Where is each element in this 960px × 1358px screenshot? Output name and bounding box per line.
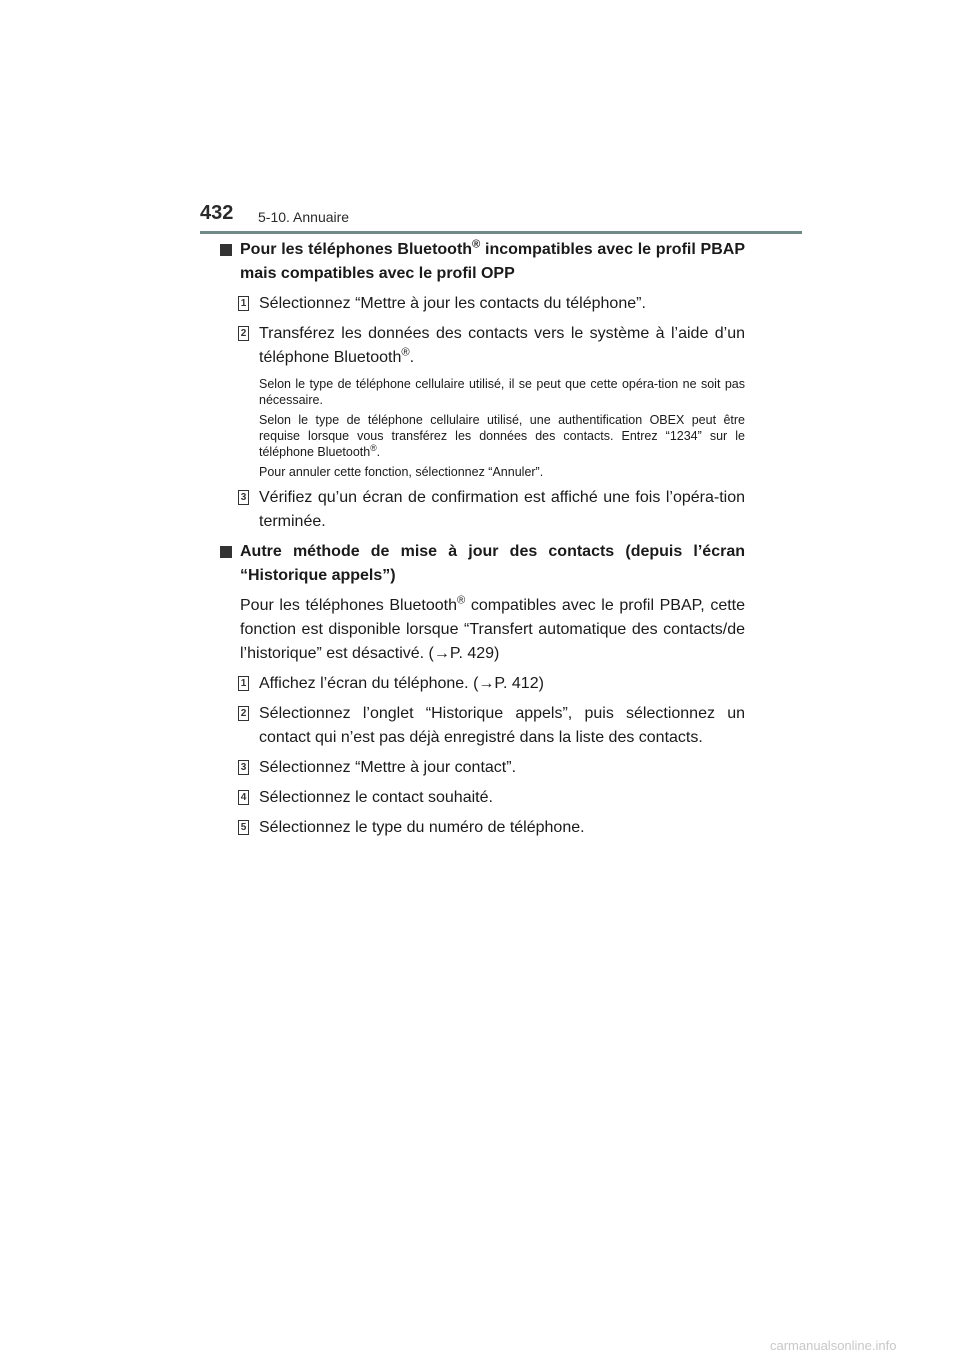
page-number: 432 — [200, 202, 234, 224]
step-text: Transférez les données des contacts vers le système à l’aide d’un téléphone Bluetooth — [259, 325, 745, 366]
step-text: Sélectionnez “Mettre à jour contact”. — [259, 759, 517, 776]
page-header — [200, 200, 802, 234]
step-number-badge: 1 — [238, 296, 249, 311]
block2-step-2 — [220, 702, 745, 750]
step-number-badge: 1 — [238, 676, 249, 691]
step-text: Vérifiez qu’un écran de confirmation est affiché une fois l’opéra-tion terminée. — [259, 489, 745, 530]
step-number-badge: 3 — [238, 760, 249, 775]
block2-step-1: 1 Affichez l’écran du téléphone. (→P. 412) — [220, 672, 745, 696]
block2-step-3 — [220, 756, 745, 780]
step-number-badge: 2 — [238, 706, 249, 721]
square-icon — [220, 546, 232, 558]
step-number-badge: 2 — [238, 326, 249, 341]
block1-notes — [220, 376, 745, 480]
block1-step-1 — [220, 292, 745, 316]
square-icon — [220, 244, 232, 256]
block1-heading: Pour les téléphones Bluetooth® incompatibles avec le profil PBAP mais compatibles avec le profil OPP — [220, 238, 745, 286]
section-title: 5-10. Annuaire — [258, 209, 350, 225]
arrow-right-icon: → — [478, 675, 495, 692]
note-3: Pour annuler cette fonction, sélectionnez “Annuler”. — [259, 465, 544, 479]
step-text: Sélectionnez le type du numéro de téléphone. — [259, 819, 585, 836]
step-text: Sélectionnez l’onglet “Historique appels”, puis sélectionnez un contact qui n’est pas déjà enregistré dans la liste des contacts. — [259, 705, 745, 746]
note-2: Selon le type de téléphone cellulaire utilisé, une authentification OBEX peut être requise lorsque vous transférez les données des contacts. Entrez “1234” sur le téléphone Bluetooth®. — [259, 413, 745, 459]
note-1: Selon le type de téléphone cellulaire utilisé, il se peut que cette opéra-tion ne soit pas nécessaire. — [259, 377, 745, 407]
arrow-right-icon: → — [433, 645, 450, 662]
block1-step-3 — [220, 486, 745, 534]
block2-heading: Autre méthode de mise à jour des contacts (depuis l’écran “Historique appels”) — [220, 540, 745, 588]
step-number-badge: 5 — [238, 820, 249, 835]
step-number-badge: 4 — [238, 790, 249, 805]
step-text: Sélectionnez le contact souhaité. — [259, 789, 493, 806]
header-divider — [200, 231, 802, 234]
page-content — [220, 238, 745, 846]
block1-step-2: 2 Transférez les données des contacts vers le système à l’aide d’un téléphone Bluetooth®. — [220, 322, 745, 370]
block2-step-4 — [220, 786, 745, 810]
block2-intro: Pour les téléphones Bluetooth® compatibles avec le profil PBAP, cette fonction est disponible lorsque “Transfert automatique des contacts/de l’historique” est désactivé. (→P. 429) — [240, 594, 746, 662]
step-number-badge: 3 — [238, 490, 249, 505]
watermark: carmanualsonline.info — [770, 1338, 897, 1353]
block2-step-5 — [220, 816, 745, 840]
step-text: Sélectionnez “Mettre à jour les contacts du téléphone”. — [259, 295, 646, 312]
